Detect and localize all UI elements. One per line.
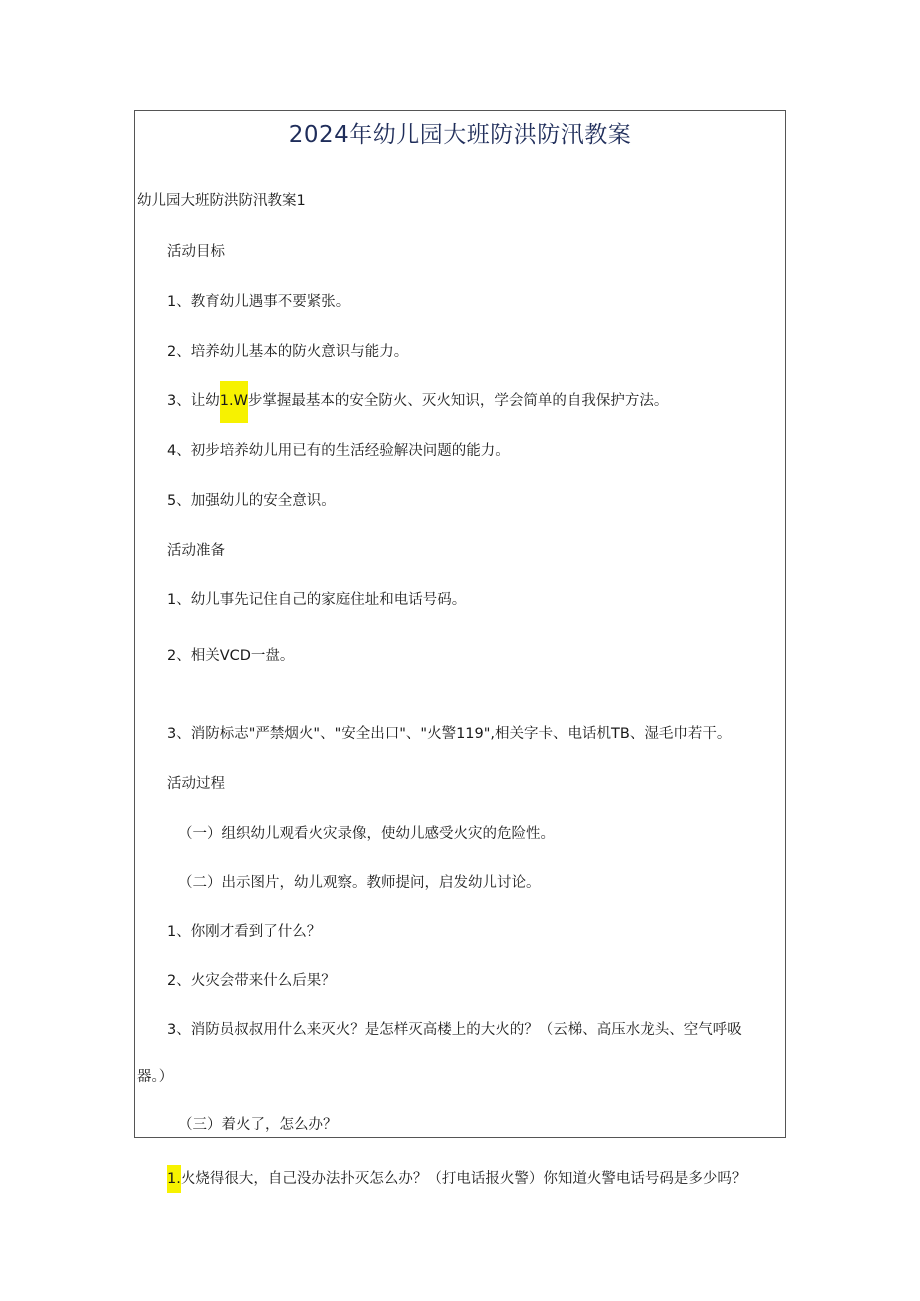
section-title: 幼儿园大班防洪防汛教案1 — [137, 193, 306, 209]
prep-item-3: 3、消防标志"严禁烟火"、"安全出口"、"火警119",相关字卡、电话机TB、湿毛巾若干。 — [167, 726, 732, 742]
question-2: 2、火灾会带来什么后果？ — [167, 973, 336, 989]
process-step-1: （一）组织幼儿观看火灾录像，使幼儿感受火灾的危险性。 — [178, 826, 555, 842]
footer-line — [167, 1169, 746, 1189]
process-heading: 活动过程 — [167, 776, 225, 792]
goal-item-3 — [167, 391, 668, 411]
goals-heading: 活动目标 — [167, 244, 225, 260]
question-3-continued: 器。） — [137, 1069, 174, 1085]
footer-line-text: 火烧得很大，自己没办法扑灭怎么办？（打电话报火警）你知道火警电话号码是多少吗？ — [180, 1171, 747, 1187]
goal-item-3-prefix: 3、让幼 — [167, 393, 220, 409]
process-step-2: （二）出示图片，幼儿观察。教师提问，启发幼儿讨论。 — [178, 875, 541, 891]
process-step-3: （三）着火了，怎么办？ — [178, 1117, 338, 1133]
prep-item-1: 1、幼儿事先记住自己的家庭住址和电话号码。 — [167, 592, 467, 608]
prep-item-2: 2、相关VCD一盘。 — [167, 648, 295, 664]
document-title: 2024年幼儿园大班防洪防汛教案 — [288, 122, 632, 148]
footer-highlight-mark: 1. — [167, 1165, 181, 1193]
highlight-mark: 1.W — [220, 381, 248, 423]
goal-item-4: 4、初步培养幼儿用已有的生活经验解决问题的能力。 — [167, 443, 510, 459]
goal-item-1: 1、教育幼儿遇事不要紧张。 — [167, 294, 351, 310]
question-3: 3、消防员叔叔用什么来灭火？是怎样灭高楼上的大火的？（云梯、高压水龙头、空气呼吸 — [167, 1022, 742, 1038]
goal-item-3-suffix: 步掌握最基本的安全防火、灭火知识，学会简单的自我保护方法。 — [247, 393, 669, 409]
prep-heading: 活动准备 — [167, 543, 225, 559]
goal-item-2: 2、培养幼儿基本的防火意识与能力。 — [167, 344, 409, 360]
question-1: 1、你刚才看到了什么？ — [167, 924, 322, 940]
goal-item-5: 5、加强幼儿的安全意识。 — [167, 493, 336, 509]
